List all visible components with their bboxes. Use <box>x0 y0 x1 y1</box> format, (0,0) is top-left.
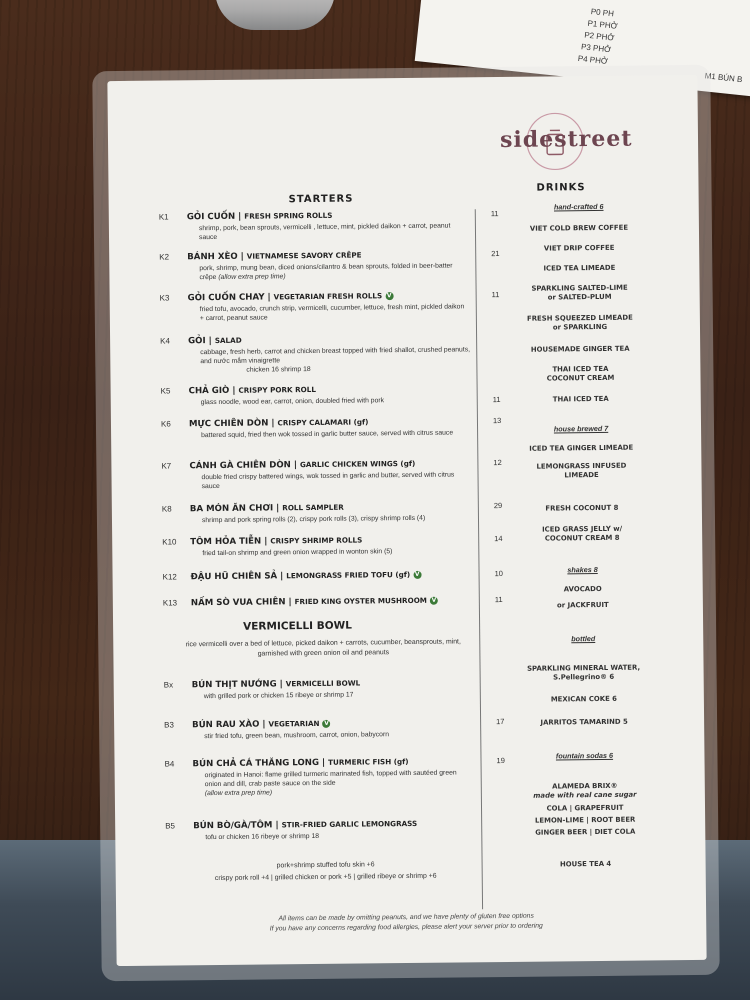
item-code: B4 <box>164 759 175 769</box>
item-name: BÚN THỊT NƯỚNG | VERMICELLI BOWL <box>191 678 361 691</box>
item-name: BÚN BÒ/GÀ/TÔM | STIR-FRIED GARLIC LEMONGRASS <box>193 818 418 832</box>
menu-item <box>162 534 503 558</box>
water-glass <box>215 0 335 30</box>
menu-item <box>164 755 505 798</box>
menu2-line: P0 PH <box>590 7 615 19</box>
menu-item <box>160 384 501 407</box>
item-desc: shrimp and pork spring rolls (2), crispy pork rolls (3), crispy shrimp rolls (4) <box>201 514 426 525</box>
item-code: K12 <box>162 572 177 582</box>
drink-item: COCONUT CREAM 8 <box>544 533 620 543</box>
menu-item <box>162 595 503 609</box>
item-price: 21 <box>491 249 500 259</box>
item-code: K2 <box>159 252 170 262</box>
item-code: K10 <box>162 537 177 547</box>
item-desc: pork, shrimp, mung bean, diced onions/cilantro & bean sprouts, folded in beer-batter crêpe (allow extra prep time) <box>199 262 453 282</box>
item-code: K4 <box>160 336 170 346</box>
item-name: BÚN CHẢ CÁ THĂNG LONG | TURMERIC FISH (gf) <box>192 756 409 770</box>
item-code: B5 <box>165 821 176 831</box>
item-name: ĐẬU HŨ CHIÊN SẢ | LEMONGRASS FRIED TOFU (gf) V <box>190 569 420 583</box>
item-desc: double fried crispy battered wings, wok tossed in garlic and butter, served with citrus sauce <box>201 471 455 491</box>
drink-item: or JACKFRUIT <box>556 600 609 610</box>
item-price: 10 <box>494 568 503 579</box>
item-price: 14 <box>494 534 503 544</box>
drink-item: ICED TEA LIMEADE <box>543 263 616 273</box>
item-name: BA MÓN ĂN CHƠI | ROLL SAMPLER <box>189 502 344 515</box>
item-code: B3 <box>164 720 174 730</box>
drink-item: ICED TEA GINGER LIMEADE <box>529 443 634 453</box>
item-desc: originated in Hanoi: flame grilled turmeric marinated fish, topped with sautéed green onion and dill, crab paste sauce on the side (allow extra prep time) <box>204 769 457 798</box>
item-price: 29 <box>493 501 503 511</box>
item-code: K7 <box>161 461 172 471</box>
drinks-house-brewed-heading: house brewed 7 <box>553 423 609 434</box>
menu2-line: P1 PHỞ <box>587 18 618 31</box>
drink-item: VIET COLD BREW COFFEE <box>529 223 629 233</box>
drink-item: LEMON-LIME | ROOT BEER <box>534 815 636 825</box>
item-desc: fried tofu, avocado, crunch strip, vermicelli, cucumber, lettuce, fresh mint, pickled daikon + carrot, peanut sauce <box>199 303 465 323</box>
item-price: 19 <box>496 755 505 766</box>
drinks-shakes-heading: shakes 8 <box>567 565 598 575</box>
menu-item <box>161 458 502 491</box>
allergy-footer <box>196 911 616 935</box>
drinks-fountain-heading: fountain sodas 6 <box>555 750 614 761</box>
drink-item: AVOCADO <box>563 584 602 594</box>
drink-item: HOUSE TEA 4 <box>559 859 612 869</box>
drink-item: JARRITOS TAMARIND 5 <box>540 717 628 727</box>
vegetarian-icon: V <box>431 596 437 604</box>
drinks-title: DRINKS <box>536 182 586 194</box>
item-desc: stir fried tofu, green bean, mushroom, carrot, onion, babycorn <box>204 731 390 741</box>
drink-item: SPARKLING SALTED-LIME <box>531 283 628 293</box>
menu-item <box>161 501 503 525</box>
item-desc: fried tail-on shrimp and green onion wrapped in wonton skin (5) <box>202 548 393 558</box>
item-price: 17 <box>496 716 505 727</box>
item-desc: cabbage, fresh herb, carrot and chicken breast topped with fried shallot, crushed peanuts, and nước mắm vinaigrette chicken 16 shrimp 18 <box>200 346 471 374</box>
addons-line: pork+shrimp stuffed tofu skin +6 <box>276 861 375 870</box>
drink-item: COLA | GRAPEFRUIT <box>546 803 624 813</box>
menu2-line: P2 PHỞ <box>583 30 615 43</box>
addons-line: crispy pork roll +4 | grilled chicken or pork +5 | grilled ribeye or shrimp +6 <box>214 872 437 883</box>
item-name: BÚN RAU XÀO | VEGETARIAN V <box>192 718 329 731</box>
item-name: GỎI CUỐN | FRESH SPRING ROLLS <box>186 210 333 223</box>
item-code: K1 <box>158 212 169 222</box>
menu-item <box>165 818 455 842</box>
drink-item: ALAMEDA BRIX® <box>552 781 618 791</box>
item-desc: tofu or chicken 16 ribeye or shrimp 18 <box>205 832 320 842</box>
vegetarian-icon: V <box>386 291 392 299</box>
item-price: 11 <box>492 395 501 405</box>
item-price: 11 <box>494 595 503 605</box>
starters-title: STARTERS <box>288 193 354 206</box>
vermicelli-title: VERMICELLI BOWL <box>243 619 352 633</box>
item-name: GỎI | SALAD <box>188 335 242 347</box>
item-price: 11 <box>490 209 499 219</box>
menu-item <box>164 716 505 741</box>
item-name: BÁNH XÈO | VIETNAMESE SAVORY CRÊPE <box>187 250 362 263</box>
drink-item: ICED GRASS JELLY w/ <box>542 524 623 534</box>
item-name: NẤM SÒ VUA CHIÊN | FRIED KING OYSTER MUSHROOM V <box>190 595 437 609</box>
item-code: K5 <box>160 386 171 396</box>
menu-item <box>162 568 503 583</box>
item-desc: shrimp, pork, bean sprouts, vermicelli , lettuce, mint, pickled daikon + carrot, peanut sauce <box>198 222 451 242</box>
menu-item <box>159 290 500 323</box>
vegetarian-icon: V <box>324 719 329 727</box>
menu-item <box>159 249 500 282</box>
menu-item <box>160 416 502 440</box>
item-price: 11 <box>491 290 500 300</box>
drink-item: THAI ICED TEA <box>552 394 609 404</box>
drink-item: THAI ICED TEA <box>552 364 609 374</box>
item-price: 13 <box>492 416 502 426</box>
item-code: Bx <box>163 680 174 690</box>
vegetarian-icon: V <box>414 570 420 578</box>
drink-item: or SALTED-PLUM <box>547 292 612 302</box>
item-name: TÔM HỎA TIỄN | CRISPY SHRIMP ROLLS <box>190 535 363 548</box>
drink-item: SPARKLING MINERAL WATER, <box>527 663 641 673</box>
drink-item: VIET DRIP COFFEE <box>543 243 615 253</box>
footer-line: If you have any concerns regarding food allergies, please alert your server prior to ordering <box>269 922 543 933</box>
drink-item: COCONUT CREAM <box>546 373 615 383</box>
drink-item: GINGER BEER | DIET COLA <box>535 827 636 837</box>
item-name: GỎI CUỐN CHAY | VEGETARIAN FRESH ROLLS V <box>187 291 392 304</box>
logo <box>499 106 633 177</box>
footer-line: All items can be made by omitting peanuts, and we have plenty of gluten free options <box>278 912 534 923</box>
drink-item: or SPARKLING <box>552 322 608 332</box>
menu-item <box>160 334 471 374</box>
item-code: K6 <box>160 419 171 429</box>
menu-item <box>158 209 499 242</box>
item-desc: battered squid, fried then wok tossed in garlic butter sauce, served with citrus sauce <box>201 429 454 440</box>
drinks-bottled-heading: bottled <box>571 634 596 644</box>
drink-item: made with real cane sugar <box>533 790 637 800</box>
item-desc: glass noodle, wood ear, carrot, onion, doubled fried with pork <box>200 397 385 407</box>
brand-name: sidestreet <box>499 125 633 154</box>
vermicelli-desc: rice vermicelli over a bed of lettuce, picked daikon + carrots, cucumber, beansprouts, mint, garnished with green onion oil and peanuts <box>185 638 461 658</box>
menu2-line: M1 BÚN B <box>704 71 743 85</box>
item-name: CÁNH GÀ CHIÊN DÒN | GARLIC CHICKEN WINGS (gf) <box>189 458 416 472</box>
drink-item: LEMONGRASS INFUSED <box>536 461 627 471</box>
drink-item: MEXICAN COKE 6 <box>550 694 617 704</box>
item-code: K3 <box>159 293 170 303</box>
drink-item: FRESH COCONUT 8 <box>545 503 619 513</box>
drinks-handcrafted-heading: hand-crafted 6 <box>553 201 604 212</box>
drink-item: HOUSEMADE GINGER TEA <box>530 344 630 354</box>
item-price: 12 <box>493 458 502 468</box>
drink-item: S.Pellegrino® 6 <box>553 672 615 682</box>
item-desc: with grilled pork or chicken 15 ribeye or shrimp 17 <box>203 691 354 701</box>
menu-item <box>163 678 454 701</box>
column-divider <box>475 209 483 909</box>
menu-sheet <box>107 75 706 966</box>
item-name: CHẢ GIÒ | CRISPY PORK ROLL <box>188 384 316 397</box>
drink-item: FRESH SQUEEZED LIMEADE <box>526 313 633 323</box>
item-code: K8 <box>161 504 172 514</box>
item-code: K13 <box>162 598 178 608</box>
menu2-line: P3 PHỞ <box>580 42 612 55</box>
drink-item: LIMEADE <box>564 470 599 480</box>
item-name: MỰC CHIÊN DÒN | CRISPY CALAMARI (gf) <box>188 417 369 430</box>
menu2-line: P4 PHỞ <box>577 53 609 67</box>
